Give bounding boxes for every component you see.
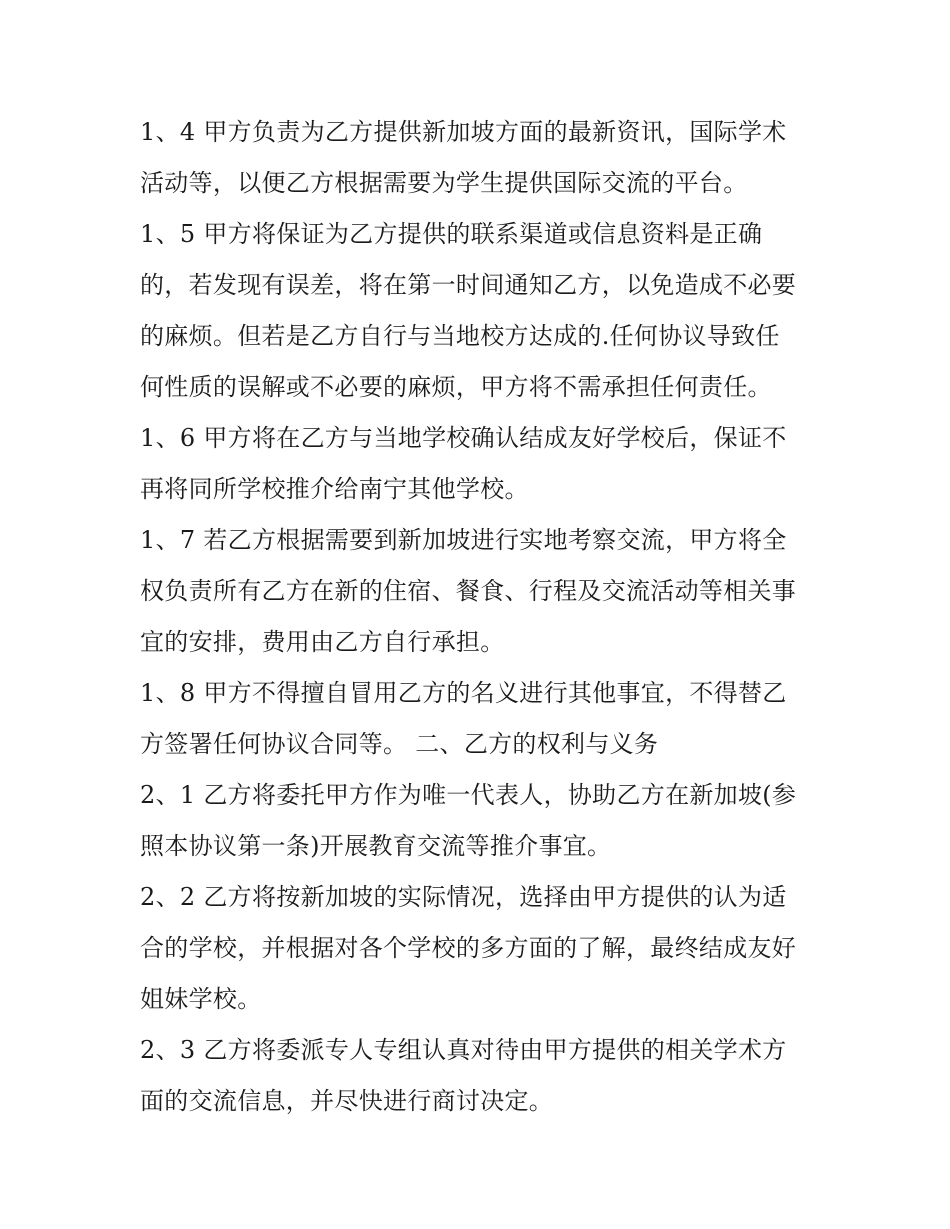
text-line: 1、5 甲方将保证为乙方提供的联系渠道或信息资料是正确 [140,220,763,248]
text-line: 面的交流信息，并尽快进行商讨决定。 [140,1087,554,1115]
text-line: 1、8 甲方不得擅自冒用乙方的名义进行其他事宜，不得替乙 [140,679,787,707]
text-line: 1、4 甲方负责为乙方提供新加坡方面的最新资讯，国际学术 [140,118,787,146]
text-line: 权负责所有乙方在新的住宿、餐食、行程及交流活动等相关事 [140,577,797,605]
document-body [140,107,830,1127]
text-line: 1、6 甲方将在乙方与当地学校确认结成友好学校后，保证不 [140,424,787,452]
text-line: 何性质的误解或不必要的麻烦，甲方将不需承担任何责任。 [140,373,772,401]
text-line: 姐妹学校。 [140,985,262,1013]
text-line: 方签署任何协议合同等。 二、乙方的权利与义务 [140,730,659,758]
text-line: 合的学校，并根据对各个学校的多方面的了解，最终结成友好 [140,934,797,962]
text-line: 照本协议第一条)开展教育交流等推介事宜。 [140,832,612,860]
text-line: 的，若发现有误差，将在第一时间通知乙方，以免造成不必要 [140,271,797,299]
text-line: 活动等，以便乙方根据需要为学生提供国际交流的平台。 [140,169,748,197]
text-line: 2、3 乙方将委派专人专组认真对待由甲方提供的相关学术方 [140,1036,787,1064]
text-line: 再将同所学校推介给南宁其他学校。 [140,475,529,503]
text-line: 宜的安排，费用由乙方自行承担。 [140,628,505,656]
text-line: 2、1 乙方将委托甲方作为唯一代表人，协助乙方在新加坡(参 [140,781,797,809]
text-line: 1、7 若乙方根据需要到新加坡进行实地考察交流，甲方将全 [140,526,787,554]
text-line: 2、2 乙方将按新加坡的实际情况，选择由甲方提供的认为适 [140,883,787,911]
text-line: 的麻烦。但若是乙方自行与当地校方达成的.任何协议导致任 [140,322,780,350]
